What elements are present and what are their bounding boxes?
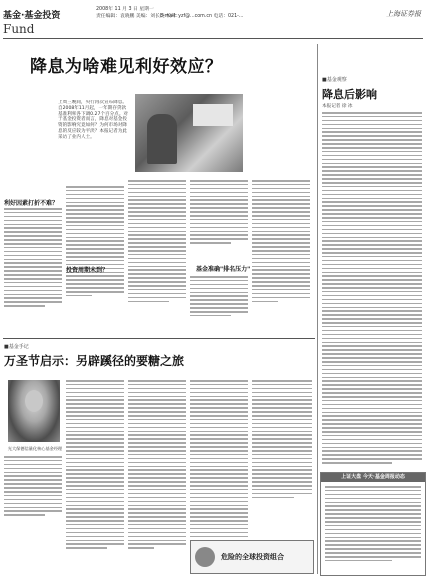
bottom-article-body-col4 bbox=[190, 380, 248, 551]
right-column-divider bbox=[317, 44, 318, 574]
sub-heading-3: 基金准确"排名压力" bbox=[196, 266, 251, 273]
sub-heading-2: 投资周期未到？ bbox=[66, 267, 109, 274]
section-title: 基金·基金投资 bbox=[3, 11, 61, 21]
editor-line: 责任编辑：袁晓鹏 美编：刘长虎 校对： bbox=[96, 14, 181, 19]
right-column-byline: 本报记者 徐 冰 bbox=[322, 104, 353, 109]
section-divider bbox=[3, 338, 315, 339]
bottom-article-label: ■基金手记 bbox=[4, 344, 29, 350]
main-article-body-col6 bbox=[252, 180, 310, 305]
main-article-body-col1 bbox=[4, 208, 62, 309]
author-photo-caption: 光大保德信量化核心基金经理 bbox=[7, 446, 63, 451]
photo-sign bbox=[193, 104, 233, 126]
right-data-box-rows bbox=[325, 486, 421, 564]
author-photo-face bbox=[25, 390, 43, 412]
paper-name: 上海证券报 bbox=[386, 10, 421, 18]
right-column-body bbox=[322, 112, 422, 466]
date-line: 2008年 11 月 3 日 星期一 bbox=[96, 7, 154, 12]
sub-heading-1: 利好因素打折不难？ bbox=[4, 200, 59, 207]
ad-box-text: 危险的全球投资组合 bbox=[221, 553, 284, 561]
right-column-title: 降息后影响 bbox=[322, 88, 377, 101]
bottom-article-body-col2 bbox=[66, 380, 124, 551]
main-article-photo bbox=[135, 94, 243, 172]
bottom-article-title: 万圣节启示：另辟蹊径的要糖之旅 bbox=[4, 354, 185, 368]
author-photo bbox=[8, 380, 60, 442]
ad-box bbox=[190, 540, 314, 574]
bottom-article-body-col3 bbox=[128, 380, 186, 551]
photo-figure bbox=[147, 114, 177, 164]
ad-box-emblem bbox=[195, 547, 215, 567]
main-article-body-col3 bbox=[128, 180, 186, 305]
main-article-body-col4 bbox=[190, 180, 248, 246]
bottom-article-body-col1 bbox=[4, 456, 62, 518]
email-line: E-mail: yzf@...com.cn 电话：021-... bbox=[160, 14, 244, 19]
bottom-article-body-col5 bbox=[252, 380, 312, 501]
right-data-box bbox=[320, 472, 426, 576]
right-data-box-header: 上证大盘 今天·基金周报动态 bbox=[321, 473, 425, 482]
section-title-en: Fund bbox=[3, 22, 35, 36]
main-article-title: 降息为啥难见利好效应？ bbox=[30, 57, 223, 77]
main-article-body-col5 bbox=[190, 276, 248, 319]
masthead bbox=[0, 0, 426, 42]
main-article-intro: 上周三晚间，央行再次宣布降息。自2008年11月起，一年期存贷款基准利率各下调0.27个百分点。对于基金投资者而言，降息对基金投资的影响究竟如何？为何市场对降息的反应较为平淡？本报记者为此采访了业内人士。 bbox=[58, 100, 128, 140]
right-column-label: ■基金观察 bbox=[322, 77, 347, 83]
masthead-rule bbox=[3, 38, 423, 39]
main-article-body-col2 bbox=[66, 186, 124, 299]
